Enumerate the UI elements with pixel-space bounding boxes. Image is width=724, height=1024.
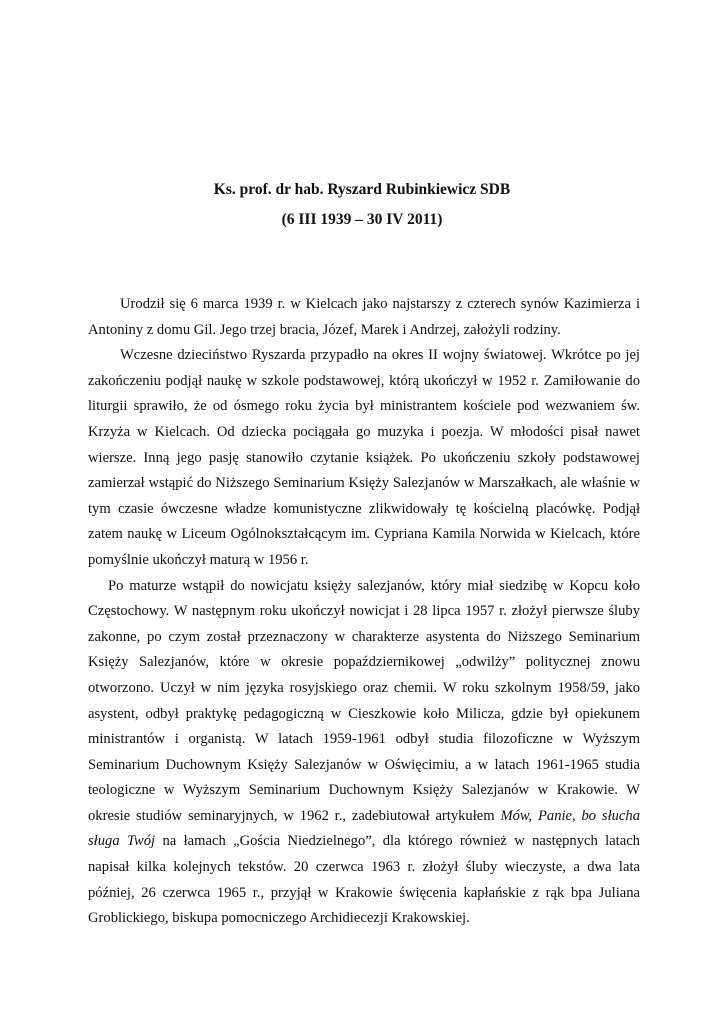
paragraph-2: Wczesne dzieciństwo Ryszarda przypadło na okres II wojny światowej. Wkrótce po jej zakończeniu podjął naukę w szkole podstawowej, którą ukończył w 1952 r. Zamiłowanie do liturgii sprawiło, że od ósmego roku życia był ministrantem kościele pod wezwaniem św. Krzyża w Kielcach. Od dziecka pociągała go muzyka i poezja. W młodości pisał nawet wiersze. Inną jego pasję stanowiło czytanie książek. Po ukończeniu szkoły podstawowej zamierzał wstąpić do Niższego Seminarium Księży Salezjanów w Marszałkach, ale właśnie w tym czasie ówczesne władze komunistyczne zlikwidowały tę kościelną placówkę. Podjął zatem naukę w Liceum Ogólnokształcącym im. Cypriana Kamila Norwida w Kielcach, które pomyślnie ukończył maturą w 1956 r. (88, 347, 640, 568)
article-title: Mów, Panie, bo słucha sługa Twój (88, 807, 640, 850)
body-text (88, 292, 640, 932)
paragraph-3-part-1: Po maturze wstąpił do nowicjatu księży salezjanów, który miał siedzibę w Kopcu koło Częstochowy. W następnym roku ukończył nowicjat i 28 lipca 1957 r. złożył pierwsze śluby zakonne, po czym został przeznaczony w charakterze asystenta do Niższego Seminarium Księży Salezjanów, które w okresie popaździernikowej „odwilży” politycznej znowu otworzono. Uczył w nim języka rosyjskiego oraz chemii. W roku szkolnym 1958/59, jako asystent, odbył praktykę pedagogiczną w Cieszkowie koło Milicza, gdzie był opiekunem ministrantów i organistą. W latach 1959-1961 odbył studia filozoficzne w Wyższym Seminarium Duchownym Księży Salezjanów w Oświęcimiu, a w latach 1961-1965 studia teologiczne w Wyższym Seminarium Duchownym Księży Salezjanów w Krakowie. W okresie studiów seminaryjnych, w 1962 r., zadebiutował artykułem (88, 577, 640, 824)
paragraph-3 (88, 574, 640, 932)
paragraph-3-part-2: na łamach „Gościa Niedzielnego”, dla którego również w następnych latach napisał kilka kolejnych tekstów. 20 czerwca 1963 r. złożył śluby wieczyste, a dwa lata później, 26 czerwca 1965 r., przyjął w Krakowie święcenia kapłańskie z rąk bpa Juliana Groblickiego, biskupa pomocniczego Archidiecezji Krakowskiej. (88, 833, 640, 927)
paragraph-1: Urodził się 6 marca 1939 r. w Kielcach jako najstarszy z czterech synów Kazimierza i Antoniny z domu Gil. Jego trzej bracia, Józef, Marek i Andrzej, założyli rodziny. (88, 296, 640, 338)
life-dates: (6 III 1939 – 30 IV 2011) (281, 211, 443, 228)
title-block (0, 177, 724, 233)
document-title: Ks. prof. dr hab. Ryszard Rubinkiewicz SDB (213, 181, 511, 198)
